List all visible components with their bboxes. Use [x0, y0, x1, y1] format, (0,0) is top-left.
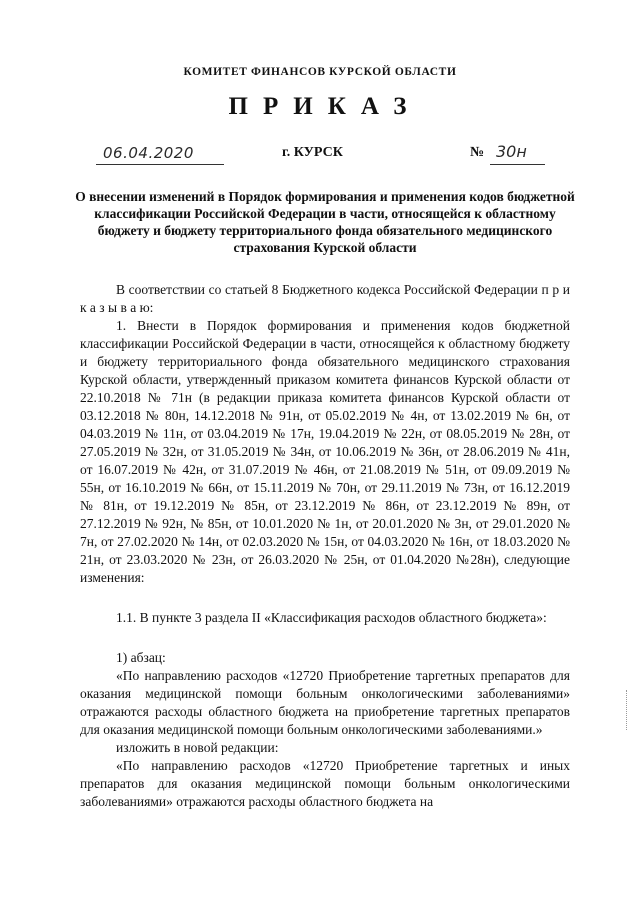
number-underline [490, 164, 545, 165]
spacer [80, 627, 570, 649]
paragraph-subitem-1: 1) абзац: [116, 650, 166, 665]
paragraph-item-1-1: 1.1. В пункте 3 раздела II «Классификация расходов областного бюджета»: [116, 610, 547, 625]
paragraph-new-wording: «По направлению расходов «12720 Приобретение таргетных и иных препаратов для оказания медицинской помощи больным онкологическими заболеваниями» отражаются расходы областного бюджета на [80, 758, 570, 809]
paragraph-instruction: изложить в новой редакции: [116, 740, 279, 755]
order-date: 06.04.2020 [103, 144, 194, 162]
order-meta-row [0, 142, 640, 168]
committee-name: КОМИТЕТ ФИНАНСОВ КУРСКОЙ ОБЛАСТИ [183, 66, 457, 78]
paragraph-item-1: 1. Внести в Порядок формирования и применения кодов бюджетной классификации Российской Федерации в части, относящейся к областному бюджету и бюджету территориального фонда обязательного медицинского страхования Курской области, утвержденный приказом комитета финансов Курской области от 22.10.2018 № 71н (в редакции приказа комитета финансов Курской области от 03.12.2018 № 80н, 14.12.2018 № 91н, от 05.02.2019 № 4н, от 13.02.2019 № 6н, от 04.03.2019 № 11н, от 03.04.2019 № 17н, 19.04.2019 № 22н, от 08.05.2019 № 28н, от 27.05.2019 № 32н, от 31.05.2019 № 34н, от 10.06.2019 № 36н, от 28.06.2019 № 41н, от 16.07.2019 № 42н, от 31.07.2019 № 46н, от 21.08.2019 № 51н, от 09.09.2019 № 55н, от 16.10.2019 № 66н, от 15.11.2019 № 70н, от 29.11.2019 № 73н, от 16.12.2019 № 81н, от 19.12.2019 № 85н, от 23.12.2019 № 86н, от 23.12.2019 № 89н, от 27.12.2019 № 92н, № 85н, от 10.01.2020 № 1н, от 20.01.2020 № 3н, от 29.01.2020 № 7н, от 27.02.2020 № 14н, от 02.03.2020 № 15н, от 04.03.2020 № 16н, от 18.03.2020 № 21н, от 23.03.2020 № 23н, от 26.03.2020 № 25н, от 01.04.2020 №28н), следующие изменения: [80, 318, 570, 585]
order-subject: О внесении изменений в Порядок формирования и применения кодов бюджетной классификации Российской Федерации в части, относящейся к областному бюджету и бюджету территориального фонда обязательного медицинского страхования Курской области [75, 189, 575, 255]
order-title: ПРИКАЗ [228, 93, 422, 120]
paragraph-old-wording: «По направлению расходов «12720 Приобретение таргетных препаратов для оказания медицинской помощи больным онкологическими заболеваниями» отражаются расходы областного бюджета на приобретение таргетных препаратов для оказания медицинской помощи больным онкологическими заболеваниями.» [80, 668, 570, 737]
order-body [80, 281, 570, 811]
date-underline [96, 164, 224, 165]
spacer [80, 587, 570, 609]
margin-mark [626, 690, 629, 730]
order-number: 30н [496, 142, 527, 161]
number-sign: № [470, 145, 485, 160]
paragraph-basis: В соответствии со статьей 8 Бюджетного кодекса Российской Федерации п р и к а з ы в а ю: [80, 282, 570, 315]
order-city: г. КУРСК [282, 145, 343, 160]
